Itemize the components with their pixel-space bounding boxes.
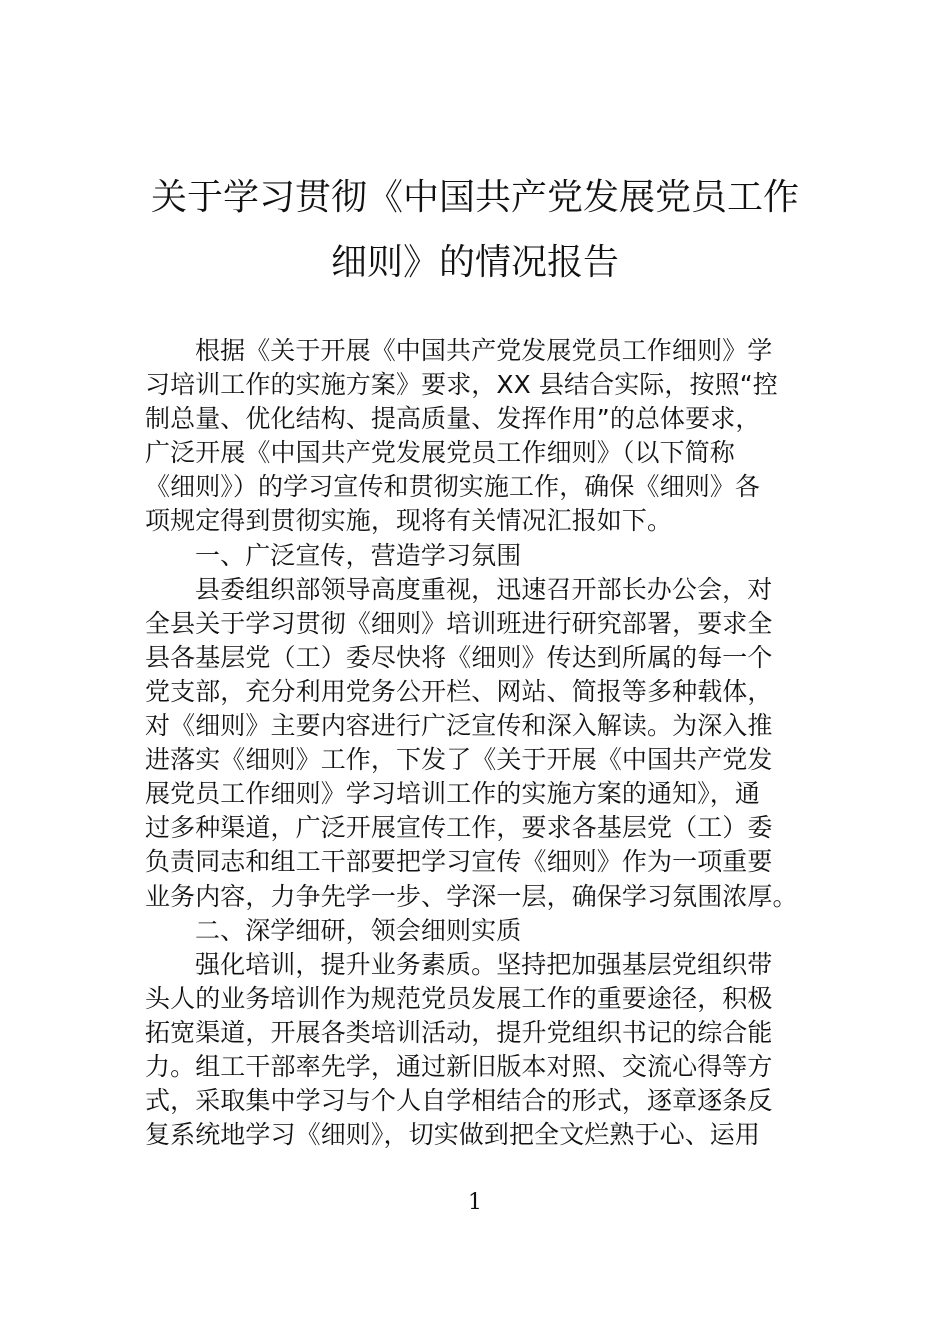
document-body [145,334,807,1152]
paragraph-line: 复系统地学习《细则》，切实做到把全文烂熟于心、运用 [145,1120,761,1150]
section-heading: 二、深学细研，领会细则实质 [195,915,522,945]
paragraph-line: 项规定得到贯彻实施，现将有关情况汇报如下。 [145,506,673,536]
paragraph-line: 党支部，充分利用党务公开栏、网站、简报等多种载体， [145,676,773,706]
paragraph-line: 负责同志和组工干部要把学习宣传《细则》作为一项重要 [145,847,773,877]
paragraph-line: 习培训工作的实施方案》要求，XX 县结合实际，按照“控 [145,370,778,400]
paragraph-line: 县委组织部领导高度重视，迅速召开部长办公会，对 [195,574,773,604]
paragraph-line: 式，采取集中学习与个人自学相结合的形式，逐章逐条反 [145,1086,773,1116]
section-heading: 一、广泛宣传，营造学习氛围 [195,540,522,570]
paragraph-line: 业务内容，力争先学一步、学深一层，确保学习氛围浓厚。 [145,881,798,911]
page-number: 1 [468,1190,482,1215]
document-title-line-1: 关于学习贯彻《中国共产党发展党员工作 [150,177,799,218]
paragraph-line: 拓宽渠道，开展各类培训活动，提升党组织书记的综合能 [145,1017,773,1047]
paragraph-line: 过多种渠道，广泛开展宣传工作，要求各基层党（工）委 [145,813,773,843]
document-title-line-2: 细则》的情况报告 [330,242,619,283]
paragraph-line: 对《细则》主要内容进行广泛宣传和深入解读。为深入推 [145,711,773,741]
paragraph-line: 全县关于学习贯彻《细则》培训班进行研究部署，要求全 [145,608,773,638]
paragraph-line: 根据《关于开展《中国共产党发展党员工作细则》学 [195,336,773,365]
paragraph-line: 力。组工干部率先学，通过新旧版本对照、交流心得等方 [145,1051,773,1081]
paragraph-line: 广泛开展《中国共产党发展党员工作细则》（以下简称 [145,438,735,468]
paragraph-line: 制总量、优化结构、提高质量、发挥作用”的总体要求， [145,404,761,434]
paragraph-line: 展党员工作细则》学习培训工作的实施方案的通知》，通 [145,779,761,809]
paragraph-line: 进落实《细则》工作，下发了《关于开展《中国共产党发 [145,745,773,775]
paragraph-line: 《细则》）的学习宣传和贯彻实施工作，确保《细则》各 [145,472,761,502]
paragraph-line: 县各基层党（工）委尽快将《细则》传达到所属的每一个 [145,642,773,672]
paragraph-line: 强化培训，提升业务素质。坚持把加强基层党组织带 [195,949,773,979]
paragraph-line: 头人的业务培训作为规范党员发展工作的重要途径，积极 [145,983,773,1013]
